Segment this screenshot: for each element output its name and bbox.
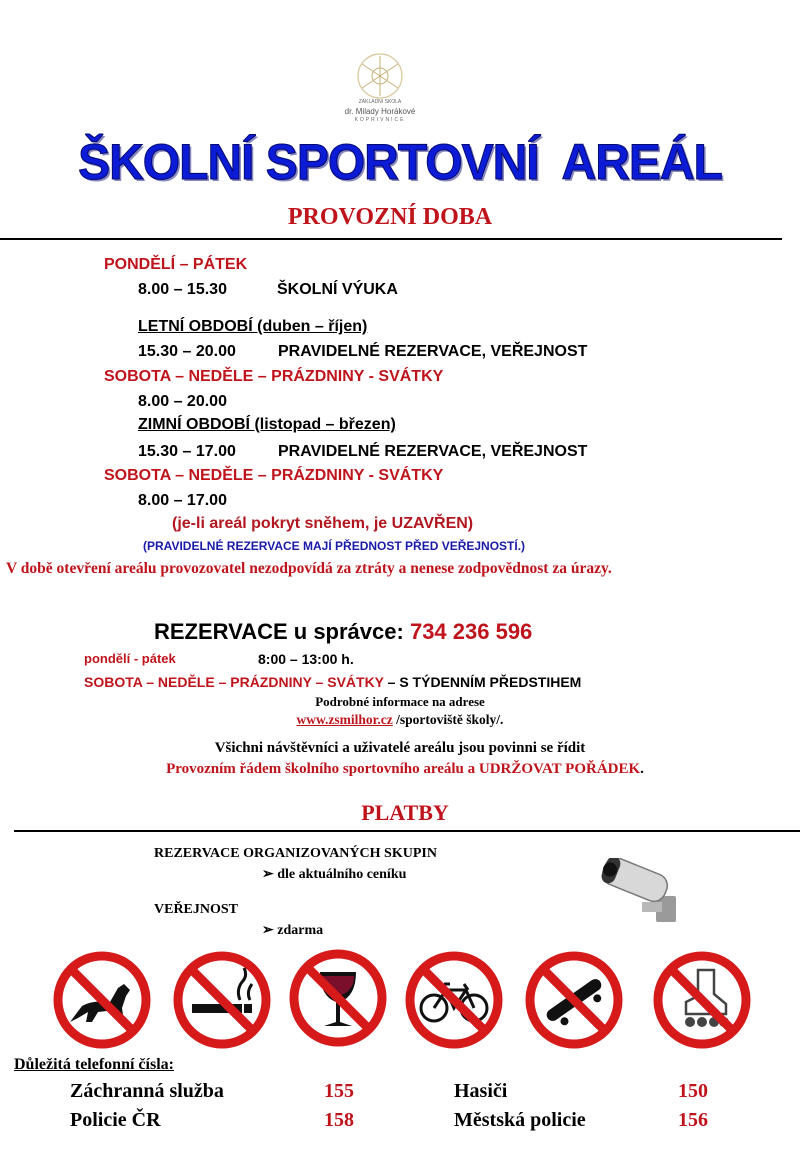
school-label: ŠKOLNÍ VÝUKA [277, 281, 398, 298]
logo-line-1: ZAKLADNI SKOLA [358, 99, 402, 105]
reservation-url-line [0, 712, 800, 728]
phones-heading: Důležitá telefonní čísla: [14, 1056, 174, 1073]
hours-heading: PROVOZNÍ DOBA [287, 204, 493, 230]
summer-label: PRAVIDELNÉ REZERVACE, VEŘEJNOST [278, 343, 588, 360]
phone-name-3: Policie ČR [70, 1109, 161, 1131]
phone-name-4: Městská policie [454, 1109, 586, 1131]
snow-note: (je-li areál pokryt sněhem, je UZAVŘEN) [172, 515, 474, 532]
arrow-bullet-icon: ➢ [262, 867, 278, 882]
phone-name-1: Záchranná služba [70, 1080, 224, 1102]
school-logo [330, 50, 430, 130]
groups-label: REZERVACE ORGANIZOVANÝCH SKUPIN [154, 846, 437, 861]
winter-heading: ZIMNÍ OBDOBÍ (listopad – březen) [138, 416, 396, 433]
reservation-label: REZERVACE u správce: [154, 619, 404, 644]
logo-line-2: dr. Milady Horákové [344, 107, 416, 116]
reservation-line [154, 619, 532, 645]
groups-item-text: dle aktuálního ceníku [277, 867, 407, 882]
website-link[interactable]: www.zsmilhor.cz [296, 712, 393, 727]
public-item-text: zdarma [277, 923, 324, 938]
phone-number-4[interactable]: 156 [678, 1109, 708, 1131]
security-camera-icon [596, 858, 686, 928]
weekend-label-1: SOBOTA – NEDĚLE – PRÁZDNINY - SVÁTKY [104, 368, 444, 385]
rules-text-end: . [640, 761, 644, 777]
logo-line-3: KOPRIVNICE [354, 117, 406, 123]
website-path: /sportoviště školy/. [392, 712, 504, 727]
winter-weekend-time: 8.00 – 17.00 [138, 492, 227, 509]
liability-note: V době otevření areálu provozovatel nezodpovídá za ztráty a nenese zodpovědnost za úrazy. [6, 560, 612, 577]
reservation-weekend-line [84, 674, 581, 690]
school-time: 8.00 – 15.30 [138, 281, 227, 298]
priority-note: (PRAVIDELNÉ REZERVACE MAJÍ PŘEDNOST PŘED VEŘEJNOSTÍ.) [143, 539, 526, 553]
no-alcohol-icon [288, 948, 388, 1048]
summer-weekend-time: 8.00 – 20.00 [138, 393, 227, 410]
arrow-bullet-icon: ➢ [262, 923, 278, 938]
summer-heading: LETNÍ OBDOBÍ (duben – říjen) [138, 318, 368, 335]
rules-line-1: Všichni návštěvníci a uživatelé areálu jsou povinni se řídit [214, 740, 586, 756]
weekend-label-2: SOBOTA – NEDĚLE – PRÁZDNINY - SVÁTKY [104, 467, 444, 484]
logo-emblem-icon [330, 50, 430, 100]
phone-number-3[interactable]: 158 [324, 1109, 354, 1131]
reservation-phone[interactable]: 734 236 596 [409, 619, 533, 644]
payments-divider [14, 830, 800, 832]
groups-item [262, 866, 406, 883]
page-title: ŠKOLNÍ SPORTOVNÍ AREÁL [78, 134, 722, 191]
no-skateboards-icon [524, 950, 624, 1050]
no-rollerblades-icon [652, 950, 752, 1050]
reservation-weekdays-time: 8:00 – 13:00 h. [258, 651, 354, 667]
public-item [262, 922, 323, 939]
phone-number-1[interactable]: 155 [324, 1080, 354, 1102]
phone-name-2: Hasiči [454, 1080, 508, 1102]
winter-label: PRAVIDELNÉ REZERVACE, VEŘEJNOST [278, 443, 588, 460]
hours-divider [0, 238, 782, 240]
reservation-weekend-note: – S TÝDENNÍM PŘEDSTIHEM [383, 674, 582, 690]
no-smoking-icon [172, 950, 272, 1050]
reservation-weekend: SOBOTA – NEDĚLE – PRÁZDNINY – SVÁTKY [84, 674, 384, 690]
winter-time: 15.30 – 17.00 [138, 443, 236, 460]
weekdays-label: PONDĚLÍ – PÁTEK [104, 256, 248, 273]
public-label: VEŘEJNOST [154, 902, 239, 917]
rules-text-red: Provozním řádem školního sportovního areálu a UDRŽOVAT POŘÁDEK [166, 761, 641, 777]
no-bicycles-icon [404, 950, 504, 1050]
summer-time: 15.30 – 20.00 [138, 343, 236, 360]
reservation-weekdays: pondělí - pátek [84, 651, 176, 666]
phone-number-2[interactable]: 150 [678, 1080, 708, 1102]
payments-heading: PLATBY [361, 800, 449, 825]
no-dogs-icon [52, 950, 152, 1050]
rules-line-2 [0, 761, 800, 778]
reservation-info: Podrobné informace na adrese [315, 694, 485, 709]
